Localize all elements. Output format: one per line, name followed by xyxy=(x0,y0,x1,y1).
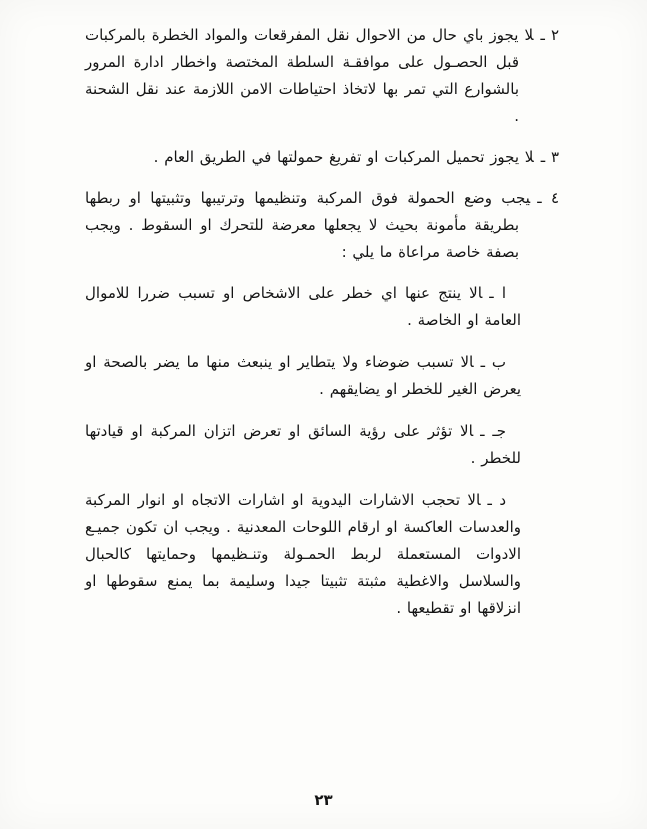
clause-text: الا تسبب ضوضاء ولا يتطاير او ينبعث منها ما يضر بالصحة او يعرض الغير للخطر او يضايقهم . xyxy=(85,353,521,398)
clause-paragraph xyxy=(85,144,559,171)
clause-marker: جـ ـ xyxy=(480,422,506,440)
clause-text: لا يجوز تحميل المركبات او تفريغ حمولتها في الطريق العام . xyxy=(153,148,534,166)
clause-text: الا ينتج عنها اي خطر على الاشخاص او تسبب ضررا للاموال العامة او الخاصة . xyxy=(85,284,521,329)
clause-marker: د ـ xyxy=(487,491,507,509)
clause-paragraph xyxy=(85,185,559,266)
clause-paragraph xyxy=(85,280,559,334)
clause-paragraph xyxy=(85,349,559,403)
clause-marker: ٤ ـ xyxy=(537,189,560,207)
clause-marker: ٢ ـ xyxy=(540,26,559,44)
document-body xyxy=(85,22,559,637)
clause-text: يجب وضع الحمولة فوق المركبة وتنظيمها وترتيبها وتثبيتها او ربطها بطريقة مأمونة بحيث لا يجعلها معرضة للتحرك او السقوط . ويجب بصفة خاصة مراعاة ما يلي : xyxy=(85,189,531,261)
page-number: ٢٣ xyxy=(314,791,333,809)
clause-text: لا يجوز باي حال من الاحوال نقل المفرقعات والمواد الخطرة بالمركبات قبل الحصـول على موافقـة السلطة المختصة واخطار ادارة المرور بالشوارع التي تمر بها لاتخاذ احتياطات الامن اللازمة عند نقل الشحنة . xyxy=(85,26,534,125)
clause-marker: ا ـ xyxy=(489,284,506,302)
clause-marker: ب ـ xyxy=(480,353,506,371)
clause-marker: ٣ ـ xyxy=(540,148,559,166)
clause-text: الا تؤثر على رؤية السائق او تعرض اتزان المركبة او قيادتها للخطر . xyxy=(85,422,521,467)
clause-paragraph xyxy=(85,22,559,130)
clause-paragraph xyxy=(85,418,559,472)
clause-paragraph xyxy=(85,487,559,622)
clause-text: الا تحجب الاشارات اليدوية او اشارات الاتجاه او انوار المركبة والعدسات العاكسة او ارقام اللوحات المعدنية . ويجب ان تكون جميـع الادوات المستعملة لربط الحمـولة وتنـظيمها وحمايتها كالحبال والسلاسل والاغطية مثبتة تثبيتا جيدا وسليمة بما يمنع سقوطها او انزلاقها او تقطيعها . xyxy=(85,491,521,617)
